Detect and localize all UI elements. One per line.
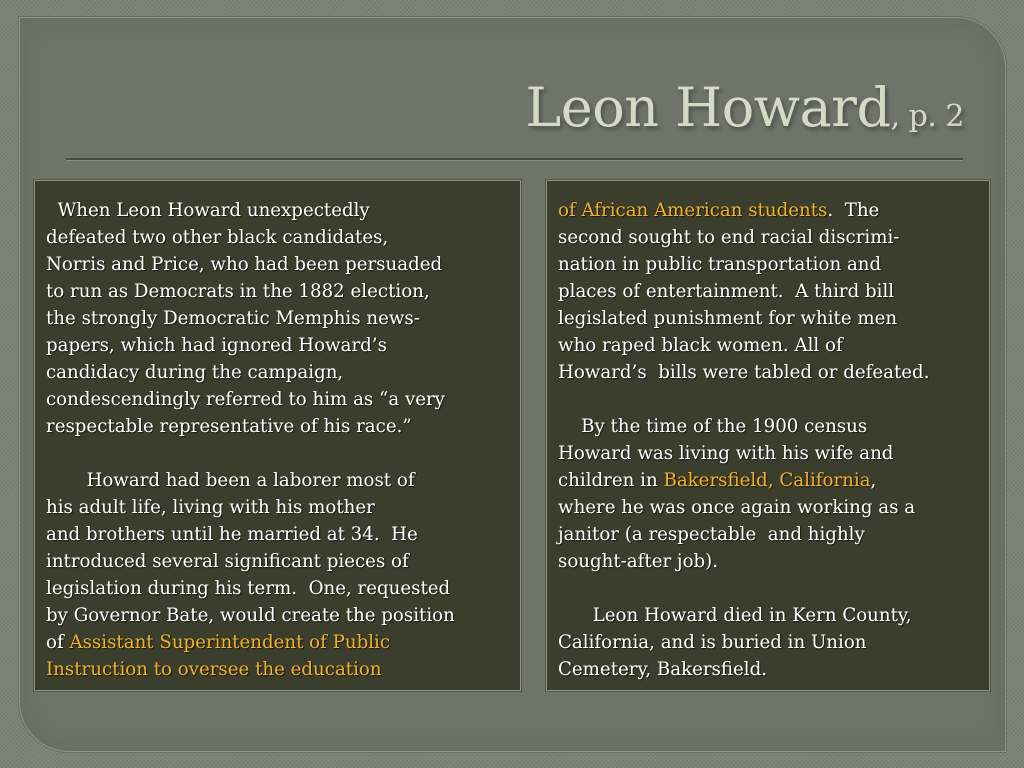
- text-line: legislation during his term. One, requested: [46, 578, 451, 599]
- text-line: his adult life, living with his mother: [46, 497, 375, 518]
- text-line: defeated two other black candidates,: [46, 227, 389, 248]
- text-line: janitor (a respectable and highly: [558, 524, 865, 545]
- paragraph-gap: [46, 440, 520, 467]
- text-line: papers, which had ignored Howard’s: [46, 335, 387, 356]
- paragraph-census: [558, 413, 989, 575]
- paragraph-death: [558, 602, 989, 683]
- paragraph-legislation: [46, 467, 520, 683]
- text-line: legislated punishment for white men: [558, 308, 898, 329]
- text-fragment: . The: [827, 200, 880, 221]
- text-line: and brothers until he married at 34. He: [46, 524, 418, 545]
- text-line: By the time of the 1900 census: [558, 416, 868, 437]
- text-line: second sought to end racial discrimi-: [558, 227, 900, 248]
- african-american-students-link[interactable]: of African American students: [558, 200, 828, 221]
- text-fragment: ,: [870, 470, 877, 491]
- text-line: by Governor Bate, would create the position: [46, 605, 455, 626]
- text-line: [558, 467, 989, 494]
- text-fragment: children in: [558, 470, 664, 491]
- text-line: When Leon Howard unexpectedly: [46, 200, 370, 221]
- text-line: Norris and Price, who had been persuaded: [46, 254, 443, 275]
- slide-title: [525, 78, 964, 137]
- paragraph-bills: [558, 197, 989, 386]
- superintendent-link[interactable]: Assistant Superintendent of Public: [69, 632, 391, 653]
- text-line: to run as Democrats in the 1882 election,: [46, 281, 430, 302]
- text-line: sought-after job).: [558, 551, 719, 572]
- text-line: the strongly Democratic Memphis news-: [46, 308, 420, 329]
- text-line: Leon Howard died in Kern County,: [558, 605, 912, 626]
- left-text-panel: [34, 180, 521, 691]
- paragraph-gap: [558, 575, 989, 602]
- title-page-suffix: , p. 2: [890, 99, 964, 134]
- text-line: candidacy during the campaign,: [46, 362, 344, 383]
- superintendent-link-continued[interactable]: Instruction to oversee the education: [46, 659, 382, 680]
- text-line: condescendingly referred to him as “a very: [46, 389, 445, 410]
- text-line: respectable representative of his race.”: [46, 416, 412, 437]
- text-line: [46, 656, 520, 683]
- title-main: Leon Howard: [525, 76, 891, 139]
- text-fragment: of: [46, 632, 70, 653]
- text-line: who raped black women. All of: [558, 335, 843, 356]
- text-line: introduced several significant pieces of: [46, 551, 409, 572]
- text-line: California, and is buried in Union: [558, 632, 867, 653]
- text-line: places of entertainment. A third bill: [558, 281, 895, 302]
- paragraph-gap: [558, 386, 989, 413]
- text-line: Howard was living with his wife and: [558, 443, 894, 464]
- text-line: Cemetery, Bakersfield.: [558, 659, 768, 680]
- text-line: nation in public transportation and: [558, 254, 882, 275]
- paragraph-election: [46, 197, 520, 440]
- text-line: Howard’s bills were tabled or defeated.: [558, 362, 930, 383]
- title-divider: [66, 158, 963, 161]
- text-line: Howard had been a laborer most of: [46, 470, 415, 491]
- text-line: [46, 629, 520, 656]
- right-text-panel: [546, 180, 990, 691]
- bakersfield-link[interactable]: Bakersfield, California: [663, 470, 871, 491]
- text-line: [558, 197, 989, 224]
- text-line: where he was once again working as a: [558, 497, 916, 518]
